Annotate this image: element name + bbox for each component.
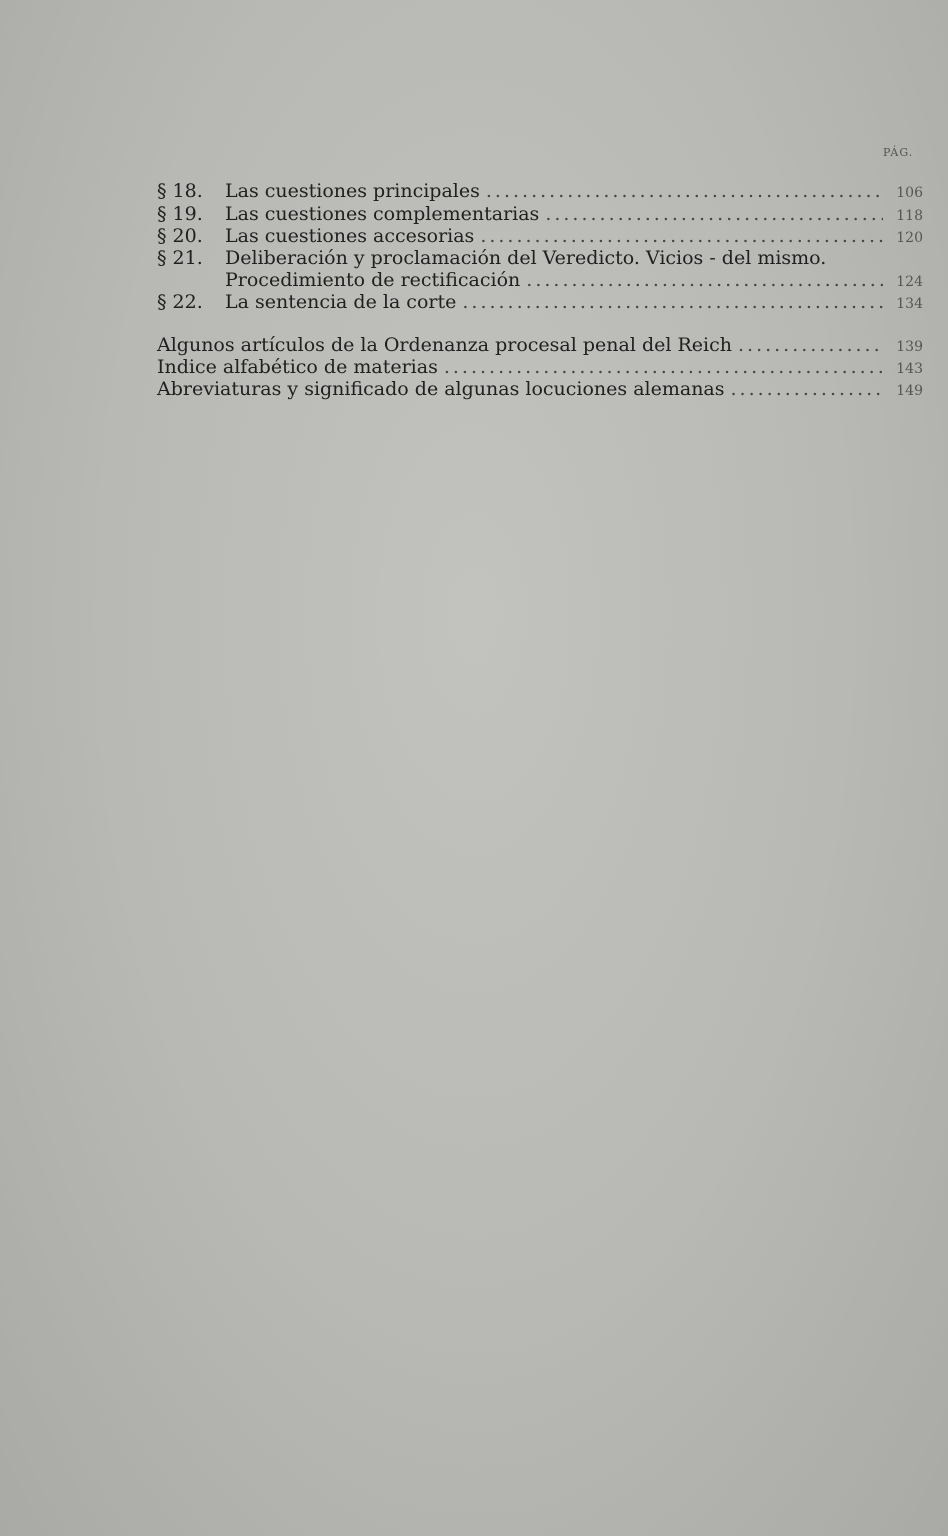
page-number: 118 xyxy=(896,208,923,224)
toc-entry xyxy=(157,247,923,269)
page-number: 143 xyxy=(896,361,923,377)
toc-entry xyxy=(157,291,923,315)
entry-title: Procedimiento de rectificación xyxy=(225,269,521,291)
appendix-entry xyxy=(157,378,923,402)
section-number: § 21. xyxy=(157,247,203,269)
section-number: § 20. xyxy=(157,225,203,247)
page-number: 149 xyxy=(896,383,923,399)
page-number: 134 xyxy=(896,296,923,312)
entry-title: Algunos artículos de la Ordenanza procesal penal del Reich xyxy=(157,334,732,356)
toc-entry-continuation xyxy=(157,269,923,293)
dot-leader xyxy=(444,356,883,378)
section-number: § 22. xyxy=(157,291,203,313)
entry-title: Abreviaturas y significado de algunas locuciones alemanas xyxy=(157,378,725,400)
toc-entry xyxy=(157,180,923,204)
appendix-entry xyxy=(157,334,923,358)
toc-entry xyxy=(157,203,923,227)
entry-title: Las cuestiones accesorias xyxy=(225,225,475,247)
dot-leader xyxy=(526,269,883,291)
entry-title: Indice alfabético de materias xyxy=(157,356,438,378)
entry-title: Las cuestiones principales xyxy=(225,180,480,202)
page-number: 124 xyxy=(896,274,923,290)
page-column-label: PÁG. xyxy=(883,146,914,159)
page-number: 106 xyxy=(896,185,923,201)
appendix-entry xyxy=(157,356,923,380)
dot-leader xyxy=(731,378,883,400)
page-number: 139 xyxy=(896,339,923,355)
entry-title: Deliberación y proclamación del Veredicto. Vicios - del mismo. xyxy=(225,247,827,269)
entry-title: Las cuestiones complementarias xyxy=(225,203,540,225)
dot-leader xyxy=(545,203,883,225)
dot-leader xyxy=(486,180,883,202)
section-number: § 19. xyxy=(157,203,203,225)
dot-leader xyxy=(738,334,883,356)
entry-title: La sentencia de la corte xyxy=(225,291,457,313)
toc-entry xyxy=(157,225,923,249)
section-number: § 18. xyxy=(157,180,203,202)
dot-leader xyxy=(480,225,883,247)
dot-leader xyxy=(462,291,883,313)
page-number: 120 xyxy=(896,230,923,246)
